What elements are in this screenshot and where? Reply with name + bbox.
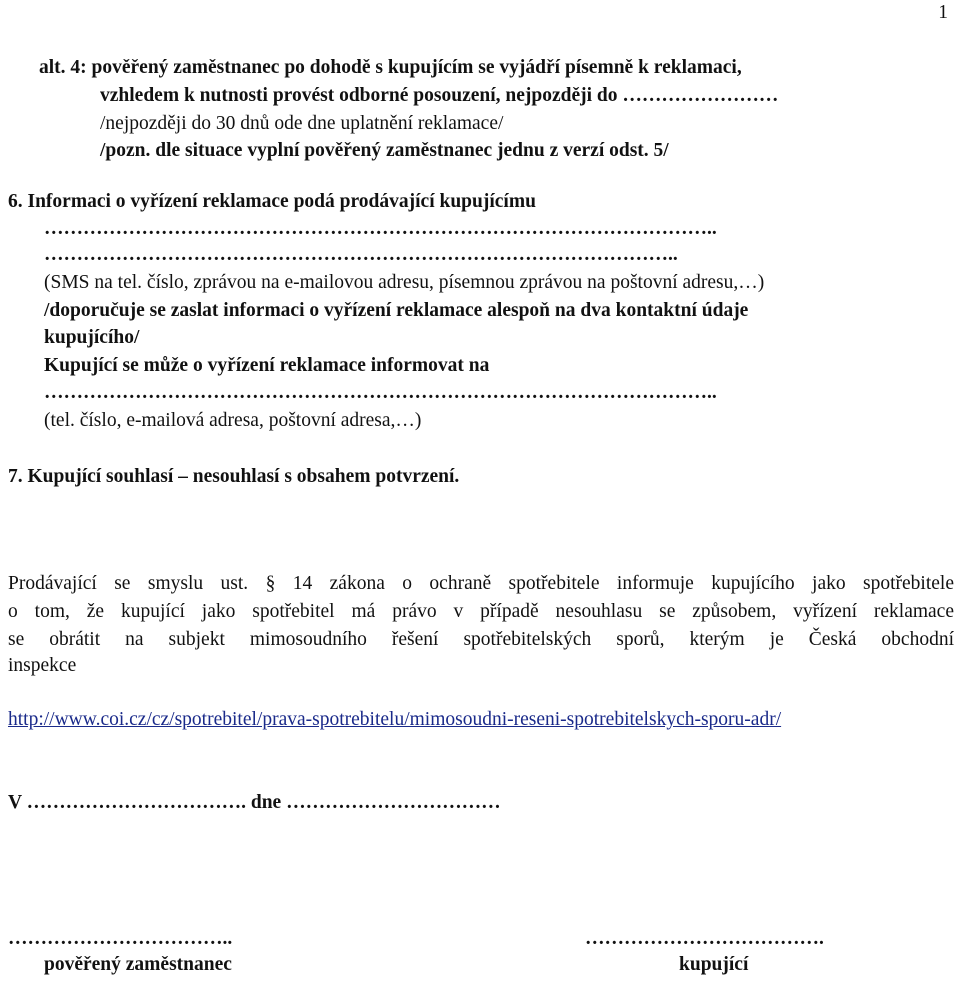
coi-link[interactable]: http://www.coi.cz/cz/spotrebitel/prava-spotrebitelu/mimosoudni-reseni-spotrebitelskych-sporu-adr/ [8, 709, 782, 730]
item6-buyer-inform: Kupující se může o vyřízení reklamace informovat na [44, 355, 490, 376]
item4-line1: alt. 4: pověřený zaměstnanec po dohodě s kupujícím se vyjádří písemně k reklamaci, [39, 57, 742, 78]
signature-right-label: kupující [679, 954, 749, 975]
signature-right-dots: ………………………………. [585, 928, 824, 949]
consumer-notice-line2: o tom, že kupující jako spotřebitel má právo v případě nesouhlasu se způsobem, vyřízení reklamace [8, 601, 954, 622]
item6-sms-note: (SMS na tel. číslo, zprávou na e-mailovou adresu, písemnou zprávou na poštovní adresu,…) [44, 272, 765, 293]
place-date-row [8, 792, 501, 814]
item4-line2: vzhledem k nutnosti provést odborné posouzení, nejpozději do …………………… [100, 85, 779, 106]
item6-dots-line3: ………………………………………………………………………………………….. [44, 382, 717, 403]
item6-dots-line2: …………………………………………………………………………………….. [44, 244, 678, 265]
item6-dots-line1: ………………………………………………………………………………………….. [44, 218, 717, 239]
item7-consent: 7. Kupující souhlasí – nesouhlasí s obsahem potvrzení. [8, 466, 460, 487]
consumer-notice-line3: se obrátit na subjekt mimosoudního řešení spotřebitelských sporů, kterým je Česká obchodní [8, 629, 954, 650]
place-dots: ……………………………. [26, 792, 246, 813]
signature-left-label: pověřený zaměstnanec [44, 954, 232, 975]
item4-line3: /nejpozději do 30 dnů ode dne uplatnění reklamace/ [100, 113, 504, 134]
consumer-notice-line1: Prodávající se smyslu ust. § 14 zákona o ochraně spotřebitele informuje kupujícího jako spotřebitele [8, 573, 954, 594]
date-dots: …………………………… [286, 792, 501, 813]
page-number: 1 [938, 2, 948, 23]
item6-recommendation-line2: kupujícího/ [44, 327, 140, 348]
item6-heading: 6. Informaci o vyřízení reklamace podá prodávající kupujícímu [8, 191, 536, 212]
item4-line4: /pozn. dle situace vyplní pověřený zaměstnanec jednu z verzí odst. 5/ [100, 140, 669, 161]
item6-contact-note: (tel. číslo, e-mailová adresa, poštovní adresa,…) [44, 410, 422, 431]
date-label: dne [250, 792, 282, 813]
consumer-notice-line4: inspekce [8, 655, 77, 676]
item6-recommendation-line1: /doporučuje se zaslat informaci o vyřízení reklamace alespoň na dva kontaktní údaje [44, 300, 749, 321]
signature-left-dots: …………………………….. [8, 928, 233, 949]
place-label: V [8, 792, 22, 813]
